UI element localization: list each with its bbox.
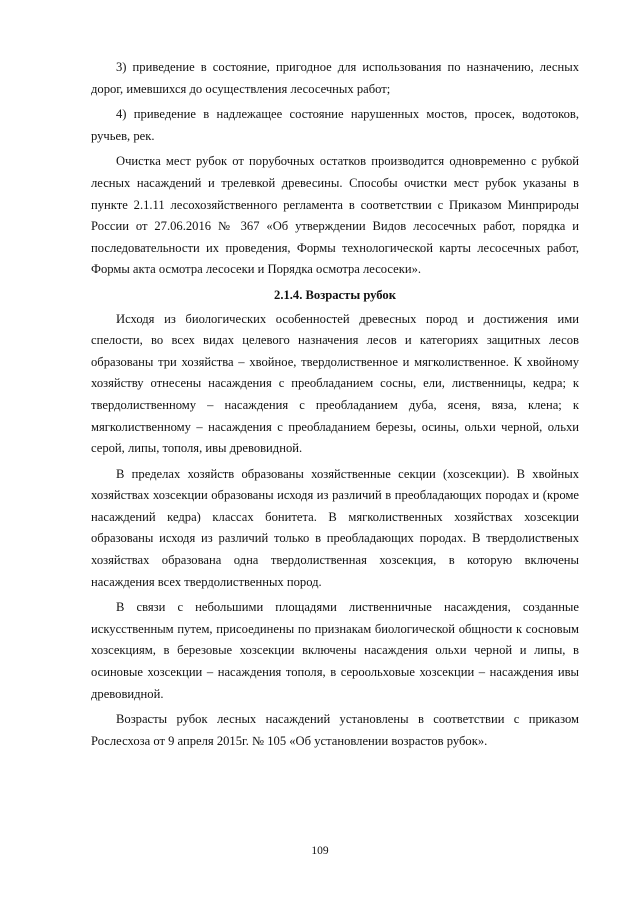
paragraph-item-3: 3) приведение в состояние, пригодное для использования по назначению, лесных дорог, имевшихся до осуществления лесосечных работ; xyxy=(91,60,579,96)
page-number: 109 xyxy=(311,845,329,857)
paragraph-item-4: 4) приведение в надлежащее состояние нарушенных мостов, просек, водотоков, ручьев, рек. xyxy=(91,107,579,143)
document-page xyxy=(91,57,579,756)
paragraph-sections: В пределах хозяйств образованы хозяйственные секции (хозсекции). В хвойных хозяйствах хозсекции образованы исходя из различий в преобладающих породах и (кроме насаждений кедра) классах бонитета. В мягколиственных хозяйствах хозсекции образованы исходя из различий только в преобладающих породах. В твердолиственых хозяйствах образована одна твердолиственная хозсекция, в которую включены насаждения всех твердолиственных пород. xyxy=(91,466,579,589)
paragraph-merging: В связи с небольшими площадями лиственничные насаждения, созданные искусственным путем, присоединены по признакам биологической общности к сосновым хозсекциям, в березовые хозсекции включены насаждения ольхи черной и липы, в осиновые хозсекции – насаждения тополя, в сероольховые хозсекции – насаждения ивы древовидной. xyxy=(91,600,579,701)
paragraph-cleaning: Очистка мест рубок от порубочных остатков производится одновременно с рубкой лесных насаждений и трелевкой древесины. Способы очистки мест рубок указаны в пункте 2.1.11 лесохозяйственного регламента в соответствии с Приказом Минприроды России от 27.06.2016 № 367 «Об утверждении Видов лесосечных работ, порядка и последовательности их проведения, Формы технологической карты лесосечных работ, Формы акта осмотра лесосеки и Порядка осмотра лесосеки». xyxy=(91,154,579,277)
paragraph-ages: Возрасты рубок лесных насаждений установлены в соответствии с приказом Рослесхоза от 9 апреля 2015г. № 105 «Об установлении возрастов рубок». xyxy=(91,712,579,748)
section-heading: 2.1.4. Возрасты рубок xyxy=(274,287,396,302)
paragraph-farms: Исходя из биологических особенностей древесных пород и достижения ими спелости, во всех видах целевого назначения лесов и категориях защитных лесов образованы три хозяйства – хвойное, твердолиственное и мягколиственное. К хвойному хозяйству отнесены насаждения с преобладанием сосны, ели, лиственницы, кедра; к твердолиственному – насаждения с преобладанием дуба, ясеня, вяза, клена; к мягколиственному – насаждения с преобладанием березы, осины, ольхи черной, ольхи серой, липы, тополя, ивы древовидной. xyxy=(91,311,579,456)
